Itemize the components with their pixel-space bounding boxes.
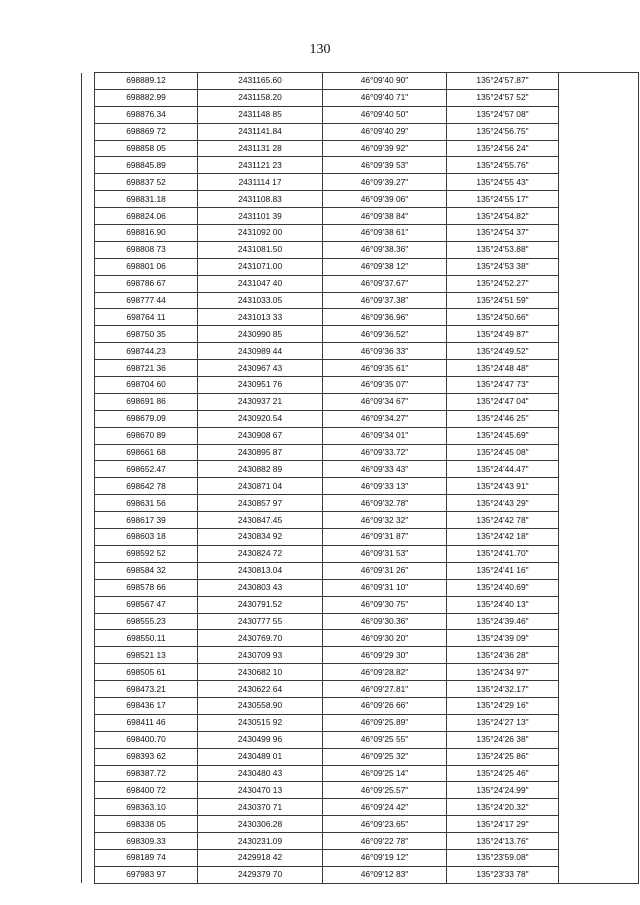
table-row — [82, 208, 639, 225]
longitude-cell: 135°24'45 08" — [447, 444, 559, 461]
table-row — [82, 275, 639, 292]
latitude-cell: 46°09'36.52" — [323, 326, 447, 343]
latitude-cell: 46°09'23.65" — [323, 816, 447, 833]
table-row — [82, 174, 639, 191]
y-coordinate-cell: 2430920.54 — [198, 410, 323, 427]
y-coordinate-cell: 2430824 72 — [198, 545, 323, 562]
longitude-cell: 135°24'53 38" — [447, 258, 559, 275]
latitude-cell: 46°09'33 43" — [323, 461, 447, 478]
y-coordinate-cell: 2431148 85 — [198, 106, 323, 123]
x-coordinate-cell: 698473.21 — [95, 681, 198, 698]
y-coordinate-cell: 2430709 93 — [198, 647, 323, 664]
latitude-cell: 46°09'29 30" — [323, 647, 447, 664]
latitude-cell: 46°09'37.67" — [323, 275, 447, 292]
latitude-cell: 46°09'35 61" — [323, 360, 447, 377]
x-coordinate-cell: 698845.89 — [95, 157, 198, 174]
longitude-cell: 135°24'57 52" — [447, 89, 559, 106]
y-coordinate-cell: 2431131 28 — [198, 140, 323, 157]
latitude-cell: 46°09'27.81" — [323, 681, 447, 698]
x-coordinate-cell: 698436 17 — [95, 697, 198, 714]
longitude-cell: 135°23'33 78" — [447, 866, 559, 883]
longitude-cell: 135°24'20.32" — [447, 799, 559, 816]
latitude-cell: 46°09'38.36" — [323, 241, 447, 258]
x-coordinate-cell: 698631 56 — [95, 495, 198, 512]
y-coordinate-cell: 2431165.60 — [198, 73, 323, 90]
y-coordinate-cell: 2430306.28 — [198, 816, 323, 833]
x-coordinate-cell: 698679.09 — [95, 410, 198, 427]
x-coordinate-cell: 698617 39 — [95, 512, 198, 529]
longitude-cell: 135°24'45.69" — [447, 427, 559, 444]
longitude-cell: 135°24'24.99" — [447, 782, 559, 799]
y-coordinate-cell: 2430791.52 — [198, 596, 323, 613]
y-coordinate-cell: 2430895 87 — [198, 444, 323, 461]
latitude-cell: 46°09'39 06" — [323, 191, 447, 208]
y-coordinate-cell: 2431141.84 — [198, 123, 323, 140]
longitude-cell: 135°24'17 29" — [447, 816, 559, 833]
x-coordinate-cell: 698786 67 — [95, 275, 198, 292]
longitude-cell: 135°24'44.47" — [447, 461, 559, 478]
latitude-cell: 46°09'25.89" — [323, 714, 447, 731]
longitude-cell: 135°24'40.69" — [447, 579, 559, 596]
latitude-cell: 46°09'32 32" — [323, 512, 447, 529]
longitude-cell: 135°24'26 38" — [447, 731, 559, 748]
longitude-cell: 135°24'36 28" — [447, 647, 559, 664]
table-row — [82, 258, 639, 275]
y-coordinate-cell: 2431101 39 — [198, 208, 323, 225]
latitude-cell: 46°09'40 71" — [323, 89, 447, 106]
table-row — [82, 495, 639, 512]
y-coordinate-cell: 2430967 43 — [198, 360, 323, 377]
page-number: 130 — [309, 42, 331, 57]
table-row — [82, 545, 639, 562]
y-coordinate-cell: 2430370 71 — [198, 799, 323, 816]
table-row — [82, 393, 639, 410]
table-row — [82, 478, 639, 495]
table-row — [82, 833, 639, 850]
table-row — [82, 106, 639, 123]
table-row — [82, 799, 639, 816]
x-coordinate-cell: 698550.11 — [95, 630, 198, 647]
x-coordinate-cell: 698400 72 — [95, 782, 198, 799]
x-coordinate-cell: 698889.12 — [95, 73, 198, 90]
x-coordinate-cell: 698831.18 — [95, 191, 198, 208]
y-coordinate-cell: 2430951 76 — [198, 377, 323, 394]
longitude-cell: 135°24'27 13" — [447, 714, 559, 731]
latitude-cell: 46°09'39 53" — [323, 157, 447, 174]
x-coordinate-cell: 698578 66 — [95, 579, 198, 596]
table-row — [82, 360, 639, 377]
y-coordinate-cell: 2430882 89 — [198, 461, 323, 478]
x-coordinate-cell: 698387.72 — [95, 765, 198, 782]
coordinates-table-body — [82, 73, 639, 884]
y-coordinate-cell: 2430470 13 — [198, 782, 323, 799]
latitude-cell: 46°09'34 01" — [323, 427, 447, 444]
longitude-cell: 135°24'56 24" — [447, 140, 559, 157]
y-coordinate-cell: 2430489 01 — [198, 748, 323, 765]
table-row — [82, 529, 639, 546]
table-row — [82, 241, 639, 258]
x-coordinate-cell: 698411 46 — [95, 714, 198, 731]
table-row — [82, 140, 639, 157]
latitude-cell: 46°09'25 55" — [323, 731, 447, 748]
latitude-cell: 46°09'34 67" — [323, 393, 447, 410]
x-coordinate-cell: 698400.70 — [95, 731, 198, 748]
latitude-cell: 46°09'33.72" — [323, 444, 447, 461]
table-row — [82, 748, 639, 765]
latitude-cell: 46°09'31 87" — [323, 529, 447, 546]
latitude-cell: 46°09'22 78" — [323, 833, 447, 850]
longitude-cell: 135°24'34 97" — [447, 664, 559, 681]
latitude-cell: 46°09'28.82" — [323, 664, 447, 681]
longitude-cell: 135°24'47 73" — [447, 377, 559, 394]
longitude-cell: 135°24'13.76" — [447, 833, 559, 850]
x-coordinate-cell: 698858 05 — [95, 140, 198, 157]
x-coordinate-cell: 698338 05 — [95, 816, 198, 833]
y-coordinate-cell: 2430480 43 — [198, 765, 323, 782]
latitude-cell: 46°09'40 29" — [323, 123, 447, 140]
x-coordinate-cell: 698808 73 — [95, 241, 198, 258]
latitude-cell: 46°09'24 42" — [323, 799, 447, 816]
y-coordinate-cell: 2431158.20 — [198, 89, 323, 106]
latitude-cell: 46°09'31 26" — [323, 562, 447, 579]
longitude-cell: 135°24'50.66" — [447, 309, 559, 326]
table-row — [82, 849, 639, 866]
table-row — [82, 866, 639, 883]
coordinates-table — [81, 72, 639, 884]
y-coordinate-cell: 2430803 43 — [198, 579, 323, 596]
table-row — [82, 512, 639, 529]
longitude-cell: 135°24'54.82" — [447, 208, 559, 225]
y-coordinate-cell: 2430857 97 — [198, 495, 323, 512]
longitude-cell: 135°24'41.70" — [447, 545, 559, 562]
longitude-cell: 135°24'57 08" — [447, 106, 559, 123]
x-coordinate-cell: 698363.10 — [95, 799, 198, 816]
y-coordinate-cell: 2430834 92 — [198, 529, 323, 546]
table-row — [82, 377, 639, 394]
longitude-cell: 135°24'57.87" — [447, 73, 559, 90]
y-coordinate-cell: 2430937 21 — [198, 393, 323, 410]
x-coordinate-cell: 698652.47 — [95, 461, 198, 478]
y-coordinate-cell: 2431092 00 — [198, 225, 323, 242]
longitude-cell: 135°24'47 04" — [447, 393, 559, 410]
longitude-cell: 135°24'25 46" — [447, 765, 559, 782]
y-coordinate-cell: 2431071.00 — [198, 258, 323, 275]
table-row — [82, 681, 639, 698]
longitude-cell: 135°24'54 37" — [447, 225, 559, 242]
table-row — [82, 410, 639, 427]
longitude-cell: 135°24'52.27" — [447, 275, 559, 292]
longitude-cell: 135°24'41 16" — [447, 562, 559, 579]
latitude-cell: 46°09'30 20" — [323, 630, 447, 647]
latitude-cell: 46°09'26 66" — [323, 697, 447, 714]
table-row — [82, 309, 639, 326]
table-row — [82, 89, 639, 106]
y-coordinate-cell: 2431108.83 — [198, 191, 323, 208]
y-coordinate-cell: 2430682 10 — [198, 664, 323, 681]
x-coordinate-cell: 698721 36 — [95, 360, 198, 377]
table-row — [82, 731, 639, 748]
y-coordinate-cell: 2429379 70 — [198, 866, 323, 883]
longitude-cell: 135°24'46 25" — [447, 410, 559, 427]
x-coordinate-cell: 698642 78 — [95, 478, 198, 495]
x-coordinate-cell: 698691 86 — [95, 393, 198, 410]
longitude-cell: 135°24'32.17" — [447, 681, 559, 698]
x-coordinate-cell: 698882.99 — [95, 89, 198, 106]
table-row — [82, 714, 639, 731]
latitude-cell: 46°09'35 07" — [323, 377, 447, 394]
y-coordinate-cell: 2431047 40 — [198, 275, 323, 292]
table-row — [82, 613, 639, 630]
y-coordinate-cell: 2430871 04 — [198, 478, 323, 495]
table-row — [82, 191, 639, 208]
table-row — [82, 225, 639, 242]
x-coordinate-cell: 698521 13 — [95, 647, 198, 664]
longitude-cell: 135°24'42 18" — [447, 529, 559, 546]
y-coordinate-cell: 2430231.09 — [198, 833, 323, 850]
x-coordinate-cell: 698661 68 — [95, 444, 198, 461]
table-row — [82, 630, 639, 647]
table-row — [82, 664, 639, 681]
y-coordinate-cell: 2430777 55 — [198, 613, 323, 630]
longitude-cell: 135°24'55 43" — [447, 174, 559, 191]
latitude-cell: 46°09'33 13" — [323, 478, 447, 495]
latitude-cell: 46°09'36 33" — [323, 343, 447, 360]
x-coordinate-cell: 698744.23 — [95, 343, 198, 360]
table-row — [82, 427, 639, 444]
latitude-cell: 46°09'19 12" — [323, 849, 447, 866]
x-coordinate-cell: 697983 97 — [95, 866, 198, 883]
x-coordinate-cell: 698801 06 — [95, 258, 198, 275]
y-coordinate-cell: 2430813.04 — [198, 562, 323, 579]
latitude-cell: 46°09'40 90" — [323, 73, 447, 90]
latitude-cell: 46°09'12 83" — [323, 866, 447, 883]
x-coordinate-cell: 698189 74 — [95, 849, 198, 866]
x-coordinate-cell: 698555.23 — [95, 613, 198, 630]
y-coordinate-cell: 2430622 64 — [198, 681, 323, 698]
y-coordinate-cell: 2430908 67 — [198, 427, 323, 444]
table-row — [82, 73, 639, 90]
latitude-cell: 46°09'37.38" — [323, 292, 447, 309]
x-coordinate-cell: 698670 89 — [95, 427, 198, 444]
longitude-cell: 135°24'43 29" — [447, 495, 559, 512]
latitude-cell: 46°09'40 50" — [323, 106, 447, 123]
x-coordinate-cell: 698603 18 — [95, 529, 198, 546]
y-coordinate-cell: 2431033.05 — [198, 292, 323, 309]
latitude-cell: 46°09'39 92" — [323, 140, 447, 157]
y-coordinate-cell: 2430769.70 — [198, 630, 323, 647]
longitude-cell: 135°24'49 87" — [447, 326, 559, 343]
table-row — [82, 292, 639, 309]
x-coordinate-cell: 698869 72 — [95, 123, 198, 140]
x-coordinate-cell: 698393 62 — [95, 748, 198, 765]
x-coordinate-cell: 698837 52 — [95, 174, 198, 191]
longitude-cell: 135°24'39.46" — [447, 613, 559, 630]
x-coordinate-cell: 698764 11 — [95, 309, 198, 326]
latitude-cell: 46°09'32.78" — [323, 495, 447, 512]
table-row — [82, 562, 639, 579]
longitude-cell: 135°24'53.88" — [447, 241, 559, 258]
table-row — [82, 596, 639, 613]
longitude-cell: 135°24'25 86" — [447, 748, 559, 765]
x-coordinate-cell: 698816.90 — [95, 225, 198, 242]
latitude-cell: 46°09'39.27" — [323, 174, 447, 191]
table-row — [82, 326, 639, 343]
y-coordinate-cell: 2431121 23 — [198, 157, 323, 174]
y-coordinate-cell: 2430515 92 — [198, 714, 323, 731]
longitude-cell: 135°24'29 16" — [447, 697, 559, 714]
latitude-cell: 46°09'31 53" — [323, 545, 447, 562]
table-row — [82, 765, 639, 782]
y-coordinate-cell: 2431114 17 — [198, 174, 323, 191]
x-coordinate-cell: 698876.34 — [95, 106, 198, 123]
longitude-cell: 135°24'49.52" — [447, 343, 559, 360]
latitude-cell: 46°09'25 32" — [323, 748, 447, 765]
latitude-cell: 46°09'25 14" — [323, 765, 447, 782]
x-coordinate-cell: 698777 44 — [95, 292, 198, 309]
y-coordinate-cell: 2430847.45 — [198, 512, 323, 529]
longitude-cell: 135°24'55 17" — [447, 191, 559, 208]
table-row — [82, 579, 639, 596]
y-coordinate-cell: 2431013 33 — [198, 309, 323, 326]
latitude-cell: 46°09'36.96" — [323, 309, 447, 326]
table-row — [82, 647, 639, 664]
longitude-cell: 135°24'48 48" — [447, 360, 559, 377]
latitude-cell: 46°09'30.36" — [323, 613, 447, 630]
longitude-cell: 135°24'39 09" — [447, 630, 559, 647]
longitude-cell: 135°24'40 13" — [447, 596, 559, 613]
table-row — [82, 157, 639, 174]
latitude-cell: 46°09'25.57" — [323, 782, 447, 799]
y-coordinate-cell: 2431081.50 — [198, 241, 323, 258]
table-row — [82, 697, 639, 714]
latitude-cell: 46°09'31 10" — [323, 579, 447, 596]
table-row — [82, 816, 639, 833]
x-coordinate-cell: 698567 47 — [95, 596, 198, 613]
latitude-cell: 46°09'38 12" — [323, 258, 447, 275]
longitude-cell: 135°24'43 91" — [447, 478, 559, 495]
latitude-cell: 46°09'34.27" — [323, 410, 447, 427]
y-coordinate-cell: 2430558.90 — [198, 697, 323, 714]
table-row — [82, 461, 639, 478]
table-row — [82, 123, 639, 140]
latitude-cell: 46°09'38 61" — [323, 225, 447, 242]
y-coordinate-cell: 2430990 85 — [198, 326, 323, 343]
table-row — [82, 782, 639, 799]
latitude-cell: 46°09'30 75" — [323, 596, 447, 613]
y-coordinate-cell: 2430989 44 — [198, 343, 323, 360]
right-blank-cell — [559, 73, 639, 884]
x-coordinate-cell: 698592 52 — [95, 545, 198, 562]
longitude-cell: 135°24'51 59" — [447, 292, 559, 309]
x-coordinate-cell: 698584 32 — [95, 562, 198, 579]
y-coordinate-cell: 2429918 42 — [198, 849, 323, 866]
y-coordinate-cell: 2430499 96 — [198, 731, 323, 748]
x-coordinate-cell: 698750 35 — [95, 326, 198, 343]
longitude-cell: 135°24'42 78" — [447, 512, 559, 529]
longitude-cell: 135°24'55.76" — [447, 157, 559, 174]
x-coordinate-cell: 698505 61 — [95, 664, 198, 681]
x-coordinate-cell: 698309.33 — [95, 833, 198, 850]
latitude-cell: 46°09'38 84" — [323, 208, 447, 225]
x-coordinate-cell: 698824.06 — [95, 208, 198, 225]
x-coordinate-cell: 698704 60 — [95, 377, 198, 394]
left-margin-cell — [82, 73, 95, 884]
table-row — [82, 444, 639, 461]
table-row — [82, 343, 639, 360]
longitude-cell: 135°24'56.75" — [447, 123, 559, 140]
longitude-cell: 135°23'59.08" — [447, 849, 559, 866]
